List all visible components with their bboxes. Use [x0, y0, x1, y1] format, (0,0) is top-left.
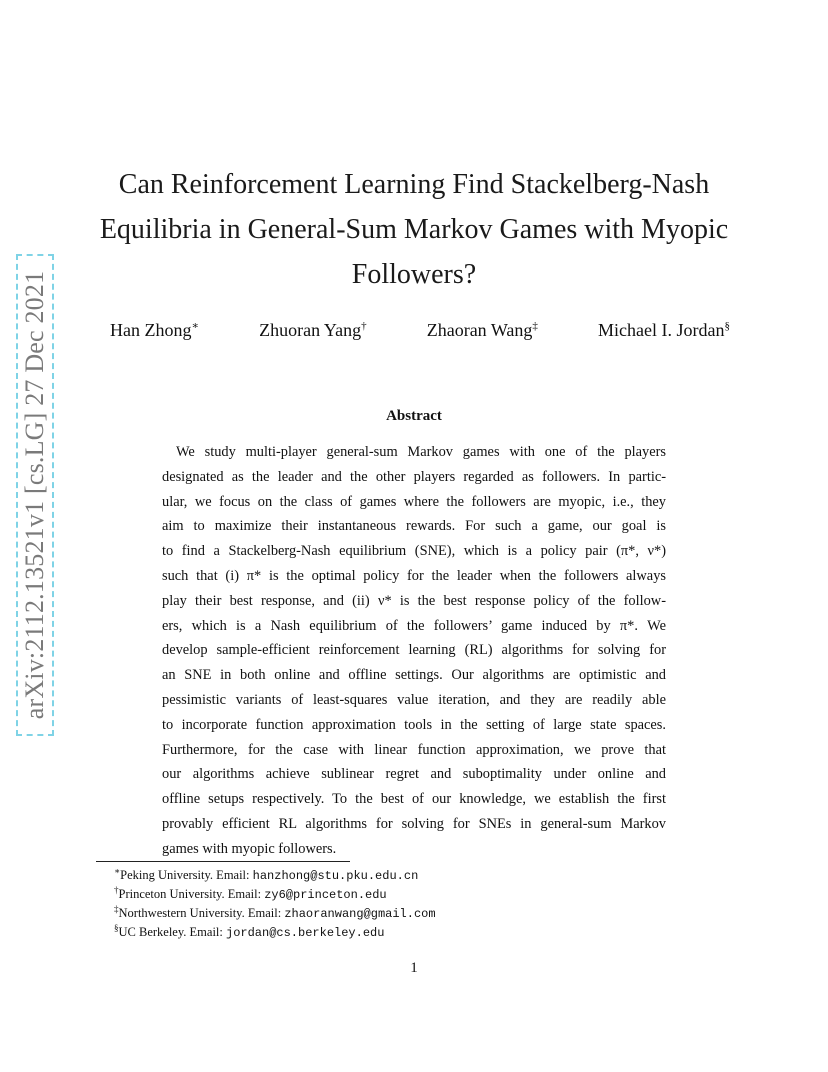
- abstract-line: to incorporate function approximation tools in the setting of large state spaces.: [162, 716, 666, 733]
- abstract-line: ular, we focus on the class of games where the followers are myopic, i.e., they: [162, 493, 666, 510]
- author-name: Zhaoran Wang: [426, 320, 533, 340]
- footnote: [114, 885, 714, 904]
- abstract-line: ers, which is a Nash equilibrium of the followers’ game induced by π*. We: [162, 617, 666, 634]
- author: [427, 320, 538, 341]
- abstract-line: pessimistic variants of least-squares value iteration, and they are readily able: [162, 691, 666, 708]
- author-footnote-mark: †: [361, 320, 367, 332]
- abstract-line: play their best response, and (ii) ν* is the best response policy of the follow-: [162, 592, 666, 609]
- abstract-line: our algorithms achieve sublinear regret and suboptimality under online and: [162, 766, 666, 783]
- footnote-affiliation: Northwestern University. Email:: [118, 906, 285, 920]
- author-footnote-mark: ‡: [532, 320, 538, 332]
- author: [110, 320, 199, 341]
- author-name: Han Zhong: [110, 320, 192, 340]
- author: [259, 320, 367, 341]
- author-name: Michael I. Jordan: [598, 320, 725, 340]
- footnote-affiliation: Princeton University. Email:: [118, 887, 265, 901]
- footnote: [114, 904, 714, 923]
- abstract-line: We study multi-player general-sum Markov games with one of the players: [176, 444, 666, 460]
- author-footnote-mark: ∗: [191, 320, 199, 332]
- footnote-affiliation: Peking University. Email:: [120, 868, 253, 882]
- footnote-mark: §: [114, 922, 119, 933]
- paper-title: [90, 162, 738, 297]
- page-number: 1: [410, 960, 418, 976]
- abstract-line: such that (i) π* is the optimal policy for the leader when the followers always: [162, 567, 666, 584]
- abstract-line: designated as the leader and the other players regarded as followers. In partic-: [162, 468, 666, 485]
- abstract-line: games with myopic followers.: [162, 840, 337, 857]
- abstract-heading: Abstract: [386, 408, 442, 424]
- abstract-line: an SNE in both online and offline settings. Our algorithms are optimistic and: [162, 667, 666, 684]
- footnote: [114, 923, 714, 942]
- author: [598, 320, 730, 341]
- arxiv-identifier: arXiv:2112.13521v1 [cs.LG] 27 Dec 2021: [20, 270, 49, 720]
- footnote-email[interactable]: zhaoranwang@gmail.com: [284, 907, 436, 921]
- footnote: [114, 866, 714, 885]
- title-line: Can Reinforcement Learning Find Stackelberg-Nash: [118, 169, 710, 200]
- author-list: [110, 320, 730, 341]
- author-name: Zhuoran Yang: [259, 320, 362, 340]
- abstract-body: [162, 440, 666, 862]
- abstract-line: offline setups respectively. To the best of our knowledge, we establish the first: [162, 791, 666, 808]
- footnote-mark: ‡: [114, 903, 119, 914]
- author-footnote-mark: §: [724, 320, 730, 332]
- footnote-mark: ∗: [114, 865, 121, 876]
- title-line: Equilibria in General-Sum Markov Games with Myopic: [99, 214, 729, 245]
- abstract-line: Furthermore, for the case with linear function approximation, we prove that: [162, 741, 666, 758]
- footnote-affiliation: UC Berkeley. Email:: [118, 925, 226, 939]
- footnotes: [114, 866, 714, 942]
- abstract-line: aim to maximize their instantaneous rewards. For such a game, our goal is: [162, 518, 666, 535]
- abstract-line: to find a Stackelberg-Nash equilibrium (SNE), which is a policy pair (π*, ν*): [162, 543, 666, 560]
- footnote-divider: [96, 861, 350, 862]
- arxiv-stamp: [16, 254, 54, 736]
- footnote-email[interactable]: jordan@cs.berkeley.edu: [226, 926, 385, 940]
- footnote-email[interactable]: zy6@princeton.edu: [264, 888, 387, 902]
- title-line: Followers?: [351, 259, 477, 290]
- footnote-email[interactable]: hanzhong@stu.pku.edu.cn: [252, 869, 419, 883]
- footnote-mark: †: [114, 884, 119, 895]
- abstract-line: provably efficient RL algorithms for solving for SNEs in general-sum Markov: [162, 815, 666, 832]
- abstract-line: develop sample-efficient reinforcement learning (RL) algorithms for solving for: [162, 642, 666, 659]
